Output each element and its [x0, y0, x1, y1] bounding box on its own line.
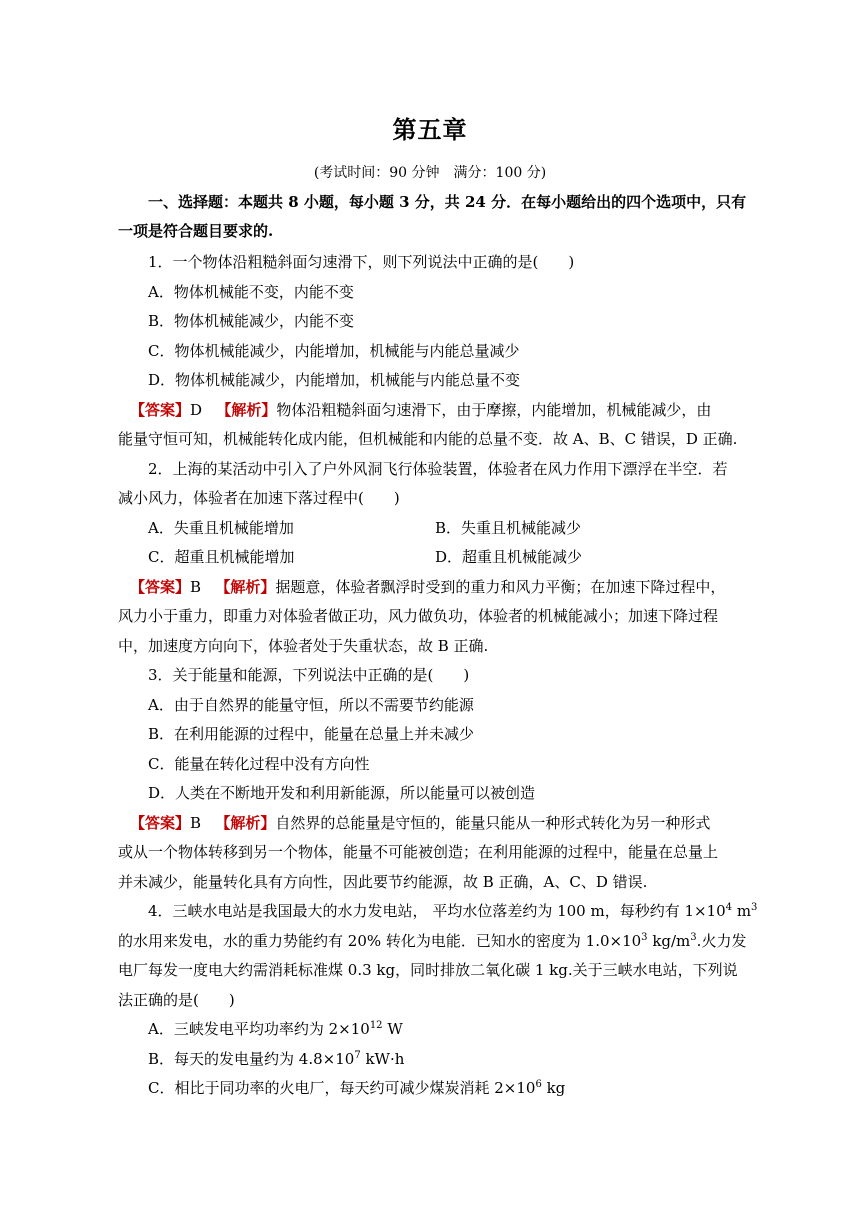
q4-option-b: B．每天的发电量约为 $4.8\times 10^7$ kW·h	[148, 1050, 405, 1068]
q2-option-b: B．失重且机械能减少	[435, 519, 582, 537]
q4-option-c: C．相比于同功率的火电厂，每天约可减少煤炭消耗 $2\times 10^6$ kg	[148, 1079, 566, 1097]
q4-stem-line4: 法正确的是( )	[118, 991, 235, 1009]
q2-analysis-line3: 中，加速度方向向下，体验者处于失重状态，故 B 正确.	[118, 637, 489, 655]
q4-stem-line2: 的水用来发电，水的重力势能约有 20% 转化为电能．已知水的密度为 $1.0\times 10^3$ $kg/m^3$.火力发	[118, 932, 747, 950]
q3-option-c: C．能量在转化过程中没有方向性	[148, 755, 370, 773]
q2-answer-block	[130, 577, 725, 597]
answer-label: 【答案】	[130, 814, 191, 832]
section-heading-line1: 一、选择题：本题共 8 小题，每小题 3 分，共 24 分．在每小题给出的四个选项中，只有	[148, 193, 747, 211]
q3-analysis-line3: 并未减少，能量转化具有方向性，因此要节约能源，故 B 正确，A、C、D 错误.	[118, 873, 648, 891]
q1-analysis-line2: 能量守恒可知，机械能转化成内能，但机械能和内能的总量不变．故 A、B、C 错误，D 正确.	[118, 430, 738, 448]
q4-option-a: A．三峡发电平均功率约为 $2\times 10^{12}$ W	[148, 1020, 403, 1038]
q2-answer: B	[190, 578, 202, 596]
q2-option-c: C．超重且机械能增加	[148, 548, 295, 566]
q1-option-c: C．物体机械能减少，内能增加，机械能与内能总量减少	[148, 342, 520, 360]
section-heading-line2: 一项是符合题目要求的.	[118, 222, 274, 240]
q4-stem-line1: 4．三峡水电站是我国最大的水力发电站， 平均水位落差约为 100 m，每秒约有 $1\times 10^4$ $m^3$	[148, 902, 758, 920]
q4-stem-line3: 电厂每发一度电大约需消耗标准煤 0.3 kg，同时排放二氧化碳 1 kg.关于三峡水电站，下列说	[118, 961, 738, 979]
q2-stem-line2: 减小风力，体验者在加速下落过程中( )	[118, 489, 400, 507]
q3-option-d: D．人类在不断地开发和利用新能源，所以能量可以被创造	[148, 784, 536, 802]
q3-option-a: A．由于自然界的能量守恒，所以不需要节约能源	[148, 696, 474, 714]
q3-analysis-line1: 自然界的总能量是守恒的，能量只能从一种形式转化为另一种形式	[275, 814, 711, 832]
q1-option-b: B．物体机械能减少，内能不变	[148, 312, 355, 330]
q3-analysis-line2: 或从一个物体转移到另一个物体，能量不可能被创造；在利用能源的过程中，能量在总量上	[118, 843, 719, 861]
q2-stem-line1: 2．上海的某活动中引入了户外风洞飞行体验装置，体验者在风力作用下漂浮在半空．若	[148, 460, 728, 478]
q1-answer-block	[130, 400, 711, 420]
chapter-title: 第五章	[392, 115, 468, 144]
analysis-label: 【解析】	[216, 401, 277, 419]
q3-answer-block	[130, 813, 710, 833]
q3-stem: 3．关于能量和能源，下列说法中正确的是( )	[148, 666, 470, 684]
q1-answer: D	[190, 401, 203, 419]
answer-label: 【答案】	[130, 401, 191, 419]
q2-analysis-line2: 风力小于重力，即重力对体验者做正功，风力做负功，体验者的机械能减小；加速下降过程	[118, 607, 719, 625]
analysis-label: 【解析】	[215, 814, 276, 832]
q1-option-a: A．物体机械能不变，内能不变	[148, 283, 354, 301]
answer-label: 【答案】	[130, 578, 191, 596]
q2-analysis-line1: 据题意，体验者飘浮时受到的重力和风力平衡；在加速下降过程中，	[275, 578, 726, 596]
q3-option-b: B．在利用能源的过程中，能量在总量上并未减少	[148, 725, 475, 743]
exam-info: (考试时间：90 分钟 满分：100 分)	[313, 165, 547, 181]
q1-analysis-line1: 物体沿粗糙斜面匀速滑下，由于摩擦，内能增加，机械能减少，由	[276, 401, 712, 419]
analysis-label: 【解析】	[215, 578, 276, 596]
q2-option-d: D．超重且机械能减少	[435, 548, 583, 566]
q3-answer: B	[190, 814, 202, 832]
q1-option-d: D．物体机械能减少，内能增加，机械能与内能总量不变	[148, 371, 521, 389]
q1-stem: 1．一个物体沿粗糙斜面匀速滑下，则下列说法中正确的是( )	[148, 253, 575, 271]
q2-option-a: A．失重且机械能增加	[148, 519, 294, 537]
